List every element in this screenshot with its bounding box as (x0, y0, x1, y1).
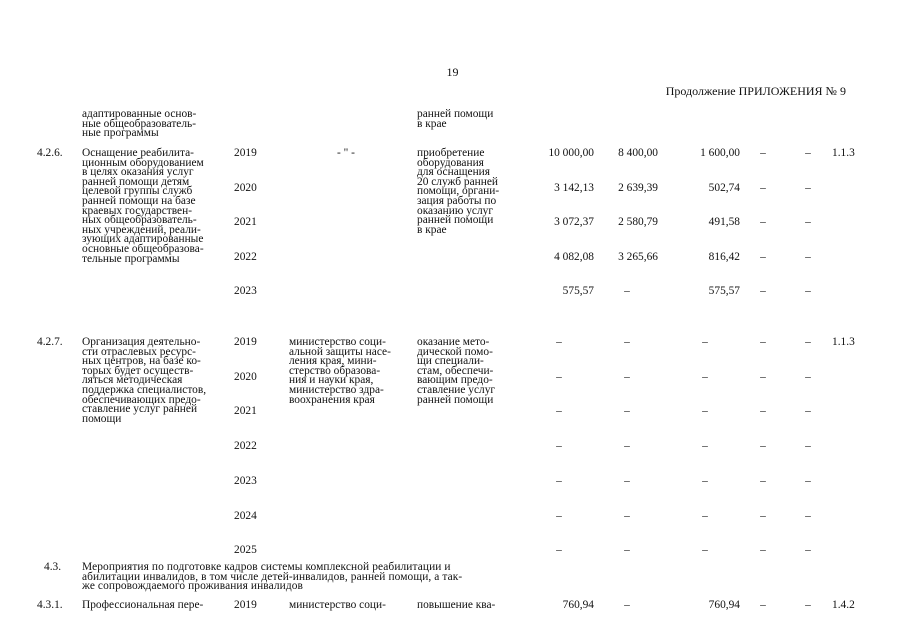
row-426-executor: - " - (337, 147, 355, 159)
row-431-col2: – (624, 599, 630, 611)
row-426-description: Оснащение реабилита- ционным оборудованием в целях оказания услуг ранней помощи детям целевой группы служб ранней помощи на базе краевых государствен- ных общеобразователь- ных учреждений, реали- зующих адаптированные основные общеобразова- тельные программы (82, 147, 204, 265)
row-426-indicator: 1.1.3 (832, 147, 855, 159)
row-427-col5: – (805, 370, 811, 383)
row-427-result: оказание мето- дической помо- щи специали- стам, обеспечи- вающим предо- ставление услуг ранней помощи (417, 336, 496, 406)
row-427-col4: – (760, 440, 766, 453)
row-431-executor: министерство соци- (289, 599, 386, 611)
row-426-total: 3 142,13 (554, 181, 594, 194)
row-426-col5: – (805, 147, 811, 159)
row-427-col2: – (624, 440, 630, 453)
row-427-year: 2020 (234, 370, 257, 383)
row-427-year: 2021 (234, 405, 257, 418)
row-431-description: Профессиональная пере- (82, 599, 204, 611)
row-426-year: 2019 (234, 147, 257, 159)
row-427-col4: – (760, 370, 766, 383)
row-431-total: 760,94 (562, 599, 594, 611)
row-427-total: – (556, 544, 562, 557)
row-427-col5: – (805, 544, 811, 557)
row-427-col3: – (702, 336, 708, 348)
row-427-col4: – (760, 544, 766, 557)
row-426-col2: – (624, 285, 630, 297)
row-426-col2: 2 639,39 (618, 181, 658, 194)
row-426-col2: 3 265,66 (618, 250, 658, 263)
row-426-col5: – (805, 250, 811, 263)
row-427-year: 2025 (234, 544, 257, 557)
row-426-year: 2022 (234, 250, 257, 263)
row-427-col2: – (624, 370, 630, 383)
top-fragment-result: ранней помощи в крае (417, 108, 494, 130)
row-426-col4: – (760, 147, 766, 159)
row-427-year: 2023 (234, 474, 257, 487)
top-fragment-desc: адаптированные основ- ные общеобразователь- ные программы (82, 108, 197, 140)
row-426-col4: – (760, 285, 766, 297)
row-427-col2: – (624, 405, 630, 418)
row-427-year: 2022 (234, 440, 257, 453)
row-426-total: 3 072,37 (554, 216, 594, 228)
row-426-year: 2023 (234, 285, 257, 297)
row-427-col4: – (760, 336, 766, 348)
row-431-col4: – (760, 599, 766, 611)
row-427-col4: – (760, 474, 766, 487)
continuation-label: Продолжение ПРИЛОЖЕНИЯ № 9 (665, 84, 846, 98)
row-427-description: Организация деятельно- сти отраслевых ресурс- ных центров, на базе ко- торых будет осуществ- ляться методическая поддержка специалистов, обеспечивающих предо- ставление услуг ранней помощи (82, 336, 207, 425)
row-427-col5: – (805, 474, 811, 487)
row-427-col2: – (624, 509, 630, 522)
row-426-col3: 1 600,00 (700, 147, 740, 159)
row-427-col5: – (805, 336, 811, 348)
row-427-col5: – (805, 405, 811, 418)
row-427-indicator: 1.1.3 (832, 336, 855, 348)
row-431-col3: 760,94 (708, 599, 740, 611)
row-427-col3: – (702, 440, 708, 453)
row-427-col3: – (702, 474, 708, 487)
row-426-total: 10 000,00 (548, 147, 594, 159)
row-427-col4: – (760, 405, 766, 418)
row-426-col3: 502,74 (708, 181, 740, 194)
row-426-col2: 8 400,00 (618, 147, 658, 159)
row-427-total: – (556, 336, 562, 348)
row-427-year: 2019 (234, 336, 257, 348)
row-427-col3: – (702, 509, 708, 522)
row-427-col2: – (624, 336, 630, 348)
row-426-col3: 491,58 (708, 216, 740, 228)
row-426-total: 575,57 (562, 285, 594, 297)
row-427-executor: министерство соци- альной защиты насе- ления края, мини- стерство образова- ния и науки края, министерство здра- воохранения края (289, 336, 391, 406)
row-426-col3: 816,42 (708, 250, 740, 263)
row-431-number: 4.3.1. (37, 599, 63, 611)
row-427-total: – (556, 440, 562, 453)
row-426-col3: 575,57 (708, 285, 740, 297)
row-427-col3: – (702, 405, 708, 418)
row-431-col5: – (805, 599, 811, 611)
row-426-col4: – (760, 216, 766, 228)
row-427-col3: – (702, 370, 708, 383)
row-426-year: 2020 (234, 181, 257, 194)
row-426-number: 4.2.6. (37, 147, 63, 159)
row-427-col5: – (805, 440, 811, 453)
row-431-result: повышение ква- (417, 599, 496, 611)
section-43-title: Мероприятия по подготовке кадров системы комплексной реабилитации и абилитации инвалидов, в том числе детей-инвалидов, ранней помощи, а так- же сопровождаемого проживания инвалидов (82, 561, 463, 593)
row-427-col4: – (760, 509, 766, 522)
row-426-total: 4 082,08 (554, 250, 594, 263)
row-426-col4: – (760, 250, 766, 263)
row-426-col5: – (805, 285, 811, 297)
row-427-col2: – (624, 544, 630, 557)
row-426-col2: 2 580,79 (618, 216, 658, 228)
row-426-result: приобретение оборудования для оснащения 20 служб ранней помощи, органи- зация работы по оказанию услуг ранней помощи в крае (417, 147, 500, 236)
row-427-total: – (556, 509, 562, 522)
row-427-year: 2024 (234, 509, 257, 522)
row-431-year: 2019 (234, 599, 257, 611)
row-427-col3: – (702, 544, 708, 557)
row-427-number: 4.2.7. (37, 336, 63, 348)
row-426-col5: – (805, 181, 811, 194)
row-426-year: 2021 (234, 216, 257, 228)
row-426-col4: – (760, 181, 766, 194)
row-427-col2: – (624, 474, 630, 487)
row-427-col5: – (805, 509, 811, 522)
section-43-number: 4.3. (44, 561, 62, 573)
row-427-total: – (556, 474, 562, 487)
page-number: 19 (446, 65, 459, 79)
row-426-col5: – (805, 216, 811, 228)
row-427-total: – (556, 370, 562, 383)
row-427-total: – (556, 405, 562, 418)
row-431-indicator: 1.4.2 (832, 599, 855, 611)
